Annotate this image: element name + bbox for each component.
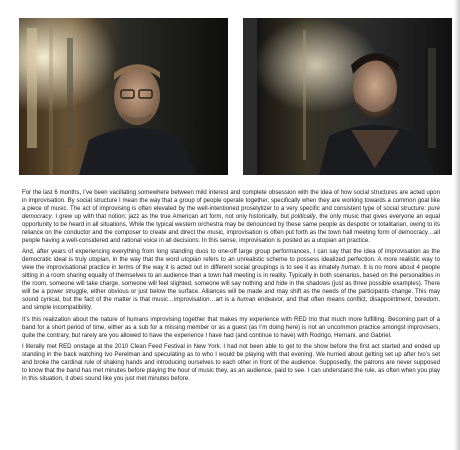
article-paragraph xyxy=(22,343,440,383)
article-paragraph xyxy=(22,316,440,340)
photo-man-in-dark-jacket xyxy=(243,18,452,175)
photo-image-left xyxy=(19,18,228,175)
article-emphasis: politically xyxy=(291,214,316,220)
article-paragraph xyxy=(22,189,440,245)
article-text: It’s this realization about the nature of humans improvising together that makes my experience with RED trio that much more fulfilling. Becoming part of a band for a short period of time, either as a sub for a missing member or as a guest (as I’m doing here) is not an uncommon practice amongst improvisers, quite the contrary, but rarely are you allowed to have the experience I have had (and continue to have) with Rodrigo, Hernani, and Gabriel. xyxy=(22,316,440,339)
article-emphasis: utopian xyxy=(181,257,202,264)
article-text: sound like you just met minutes before. xyxy=(83,376,190,383)
photo-image-right xyxy=(243,18,452,175)
article-paragraph xyxy=(22,248,440,312)
article-emphasis: human xyxy=(236,297,256,304)
article-emphasis: pure democracy xyxy=(22,206,440,220)
page-edge-shadow xyxy=(454,0,460,450)
article-body xyxy=(22,189,440,387)
article-text: . I grew up with that notion; jazz as the true American art form, not only historically, but xyxy=(51,214,292,220)
article-text: endeavor, and that often means conflict, disappointment, boredom, and simple incompatibility. xyxy=(22,297,440,312)
article-emphasis: human xyxy=(341,265,360,272)
article-text: refers to an unrealistic scheme to possess idealized perfection. A more realistic way to view the improvisational practice in terms of the way it is acted out in different social groupings is to see it as innately xyxy=(22,257,440,272)
article-text: For the last 6 months, I’ve been vacillating somewhere between mild interest and complete obsession with the idea of how social structures are acted upon in improvisation. By social structure I mean the way that a group of people operate together, specifically when they are working towards a common goal like a piece of music. The act of improvising is often elevated by the well-intentioned proselytizer to a very specific and consistent type of social structure: xyxy=(22,190,440,212)
article-text: , the only music that gives everyone an equal opportunity to be heard in all situations. While the typical western orchestra may be denounced by these same people as despotic or totalitarian, owing to its reliance on the conductor and the composer to create and direct the music, improvisation is often put forth as the town hall meeting form of democracy…all people having a well-considered and rational voice in all decisions. In this sense, improvisation is posited as a utopian art practice. xyxy=(22,214,440,244)
article-emphasis: does xyxy=(70,376,84,383)
article-text: And, after years of experiencing everything from long standing duos to one-off large group performances, I can say that the idea of improvisation as the democratic ideal is truly utopian, in the way that the word xyxy=(22,249,440,264)
photo-man-with-glasses xyxy=(19,18,228,175)
article-text: . It is no more about 4 people sitting in a room sharing equally of themselves to an audience than a town hall meeting is in reality. Typically in both scenarios, based on the personalities in the room, someone will take charge, someone will feel slighted, someone will say nothing and hide in the shadows (just as three possible examples). There will be a power struggle, either obvious or just below the surface. Alliances will be made and may shift as the needs of the participants change. This may sound cynical, but the fact of the matter is that music…improvisation…art is a xyxy=(22,265,440,304)
article-text: I literally met RED onstage at the 2010 Clean Feed Festival in New York. I had not been able to get to the show before the first act started and ended up standing in the back watching Ivo Perelman and speculating as to who I would be playing with that evening. We hurried about getting set up after Ivo’s set and broke the cardinal rule of shaking hands and introducing ourselves to each other in front of the audience. Supposedly, the patrons are never supposed to know that the band has met minutes before playing the hour of music they, as an audience, paid to see. I can understand the rule, as often when you play in this situation, it xyxy=(22,344,440,383)
